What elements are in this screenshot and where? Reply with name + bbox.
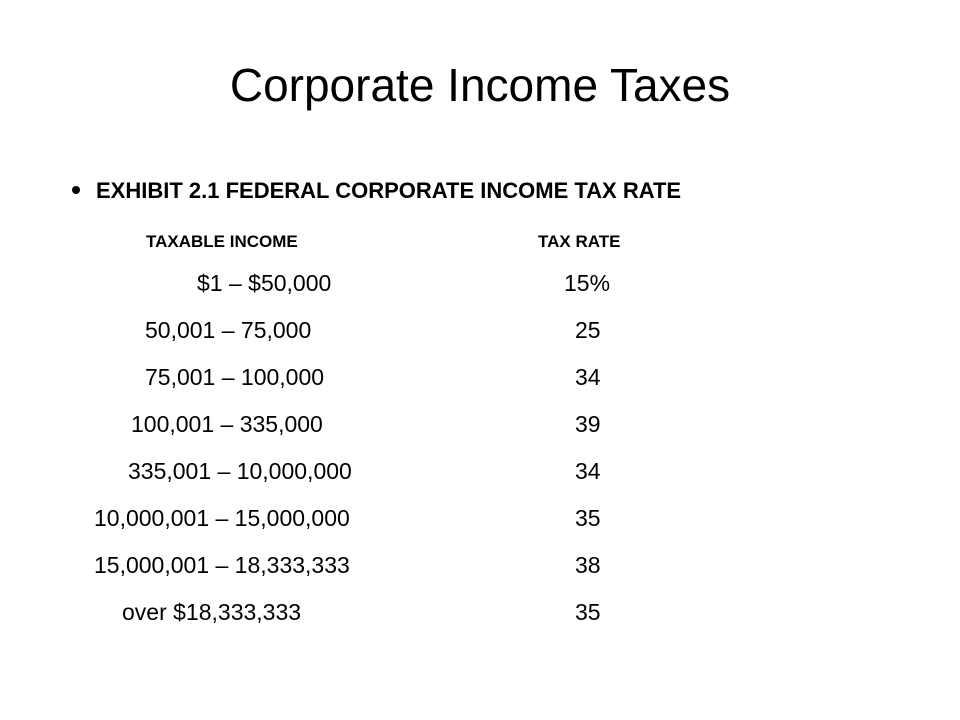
rate-cell: 34 — [575, 458, 601, 484]
table-row — [0, 317, 960, 357]
table-row — [0, 458, 960, 498]
rate-cell: 25 — [575, 317, 601, 343]
income-cell: over $18,333,333 — [122, 599, 302, 625]
rate-cell: 35 — [575, 505, 601, 531]
income-cell: 75,001 – 100,000 — [145, 364, 325, 390]
income-cell: 50,001 – 75,000 — [145, 317, 312, 343]
exhibit-heading: EXHIBIT 2.1 FEDERAL CORPORATE INCOME TAX RATE — [96, 178, 682, 203]
bullet-dot-icon — [72, 186, 80, 194]
rate-cell: 38 — [575, 552, 601, 578]
income-cell: 335,001 – 10,000,000 — [128, 458, 352, 484]
taxable-income-header: TAXABLE INCOME — [146, 232, 298, 251]
table-row — [0, 505, 960, 545]
rate-cell: 15% — [564, 270, 611, 296]
income-cell: 100,001 – 335,000 — [131, 411, 323, 437]
income-cell: 15,000,001 – 18,333,333 — [94, 552, 350, 578]
rate-cell: 34 — [575, 364, 601, 390]
table-row — [0, 552, 960, 592]
slide-title: Corporate Income Taxes — [229, 59, 731, 111]
table-row — [0, 599, 960, 639]
rate-cell: 39 — [575, 411, 601, 437]
table-row — [0, 411, 960, 451]
table-row — [0, 364, 960, 404]
table-row — [0, 270, 960, 310]
income-cell: $1 – $50,000 — [197, 270, 332, 296]
income-cell: 10,000,001 – 15,000,000 — [94, 505, 350, 531]
tax-rate-header: TAX RATE — [538, 232, 621, 251]
rate-cell: 35 — [575, 599, 601, 625]
